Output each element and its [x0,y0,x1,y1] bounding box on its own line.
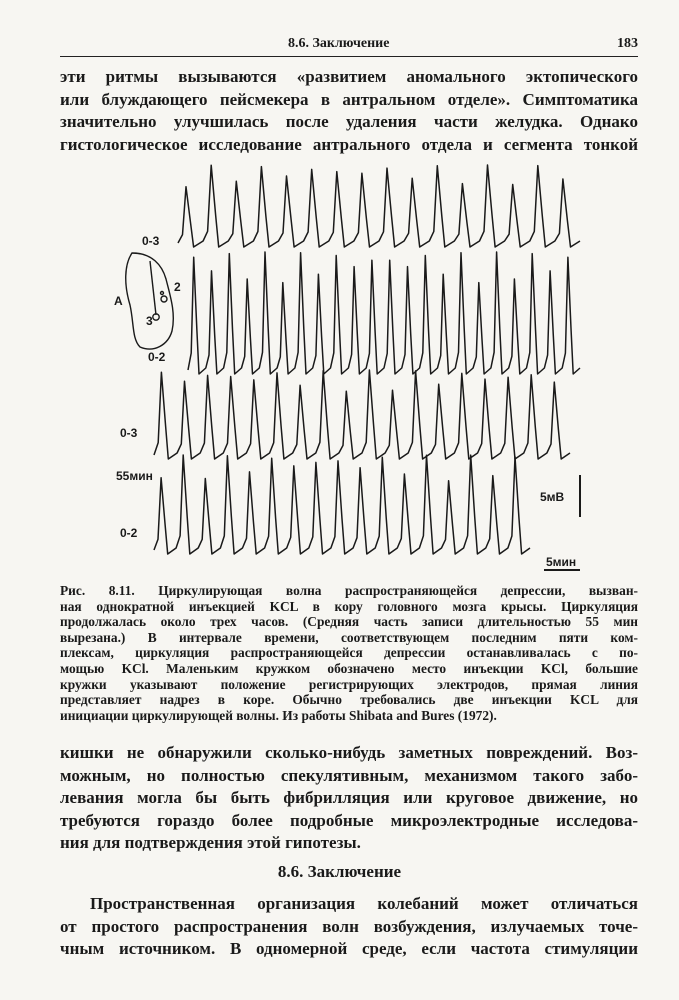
cortex-cut-line [150,261,156,315]
text-line: или блуждающего пейсмекера в антральном отделе». Симптоматика [60,89,638,109]
text-line: значительно улучшилась после удаления части желудка. Однако [60,112,638,132]
running-head-title: 8.6. Заключение [288,36,390,51]
text-line: можным, но полностью спекулятивным, механизмом такого забо- [60,765,638,785]
trace-label-3: 0-3 [120,426,138,440]
text-line: эти ритмы вызываются «развитием аномального эктопического [60,67,638,86]
caption-line: инициации циркулирующей волны. Из работы Shibata and Bures (1972). [60,707,497,723]
brain-inset [126,253,174,349]
injection-site-circle [161,292,164,295]
trace-2 [188,252,580,374]
text-line: кишки не обнаружили сколько-нибудь заметных повреждений. Воз- [60,743,638,762]
trace-label-4: 0-2 [120,526,138,540]
text-line: ния для подтверждения этой гипотезы. [60,833,361,853]
trace-1 [178,165,580,247]
voltage-scale-label: 5мВ [540,490,565,504]
caption-line: ная однократной инъекцией KCL в кору головного мозга крысы. Циркуляция [60,598,638,614]
running-head [60,34,638,57]
inset-label-area: A [114,294,123,308]
caption-line: представляет надрез в коре. Обычно требовались две инъекции KCL для [60,692,638,708]
caption-line: продолжалась около трех часов. (Средняя часть записи длительностью 55 мин [60,614,638,630]
trace-label-1: 0-3 [142,234,160,248]
text-line: требуются гораздо более подробные микроэлектродные исследова- [60,810,638,830]
time-gap-label: 55мин [116,469,153,483]
figure-eeg-traces [110,155,590,585]
inset-label-2: 2 [174,280,181,294]
trace-4 [154,455,530,554]
figure-drawing [110,155,590,585]
text-line: Пространственная организация колебаний может отличаться [90,894,638,913]
paragraph-top [60,66,638,156]
caption-line: вырезана.) В интервале времени, соответствующем последним пяти ком- [60,629,638,645]
text-line: чным источником. В одномерной среде, если частота стимуляции [60,939,638,959]
section-heading: 8.6. Заключение [277,862,402,881]
trace-3 [154,370,570,459]
trace-label-2: 0-2 [148,350,166,364]
caption-line: Рис. 8.11. Циркулирующая волна распространяющейся депрессии, вызван- [60,583,638,598]
time-scale-label: 5мин [546,555,577,569]
caption-line: плексам, циркуляция распространяющейся депрессии останавливалась с по- [60,645,638,661]
caption-line: мощью KCl. Маленьким кружком обозначено место инъекции KCl, большие [60,660,638,676]
text-line: от простого распространения волн возбуждения, излучаемых точе- [60,916,638,936]
figure-caption [60,583,638,723]
trace-group [154,165,580,554]
text-line: левания могла бы быть фибрилляция или круговое движение, но [60,788,638,808]
electrode-2-circle [161,296,167,302]
inset-label-3: 3 [146,314,153,328]
paragraph-after [60,742,638,855]
page-number: 183 [617,36,638,51]
text-line: гистологическое исследование антрального отдела и сегмента тонкой [60,134,638,154]
caption-line: кружки указывают положение регистрирующих электродов, прямая линия [60,676,638,692]
paragraph-final [60,893,638,961]
